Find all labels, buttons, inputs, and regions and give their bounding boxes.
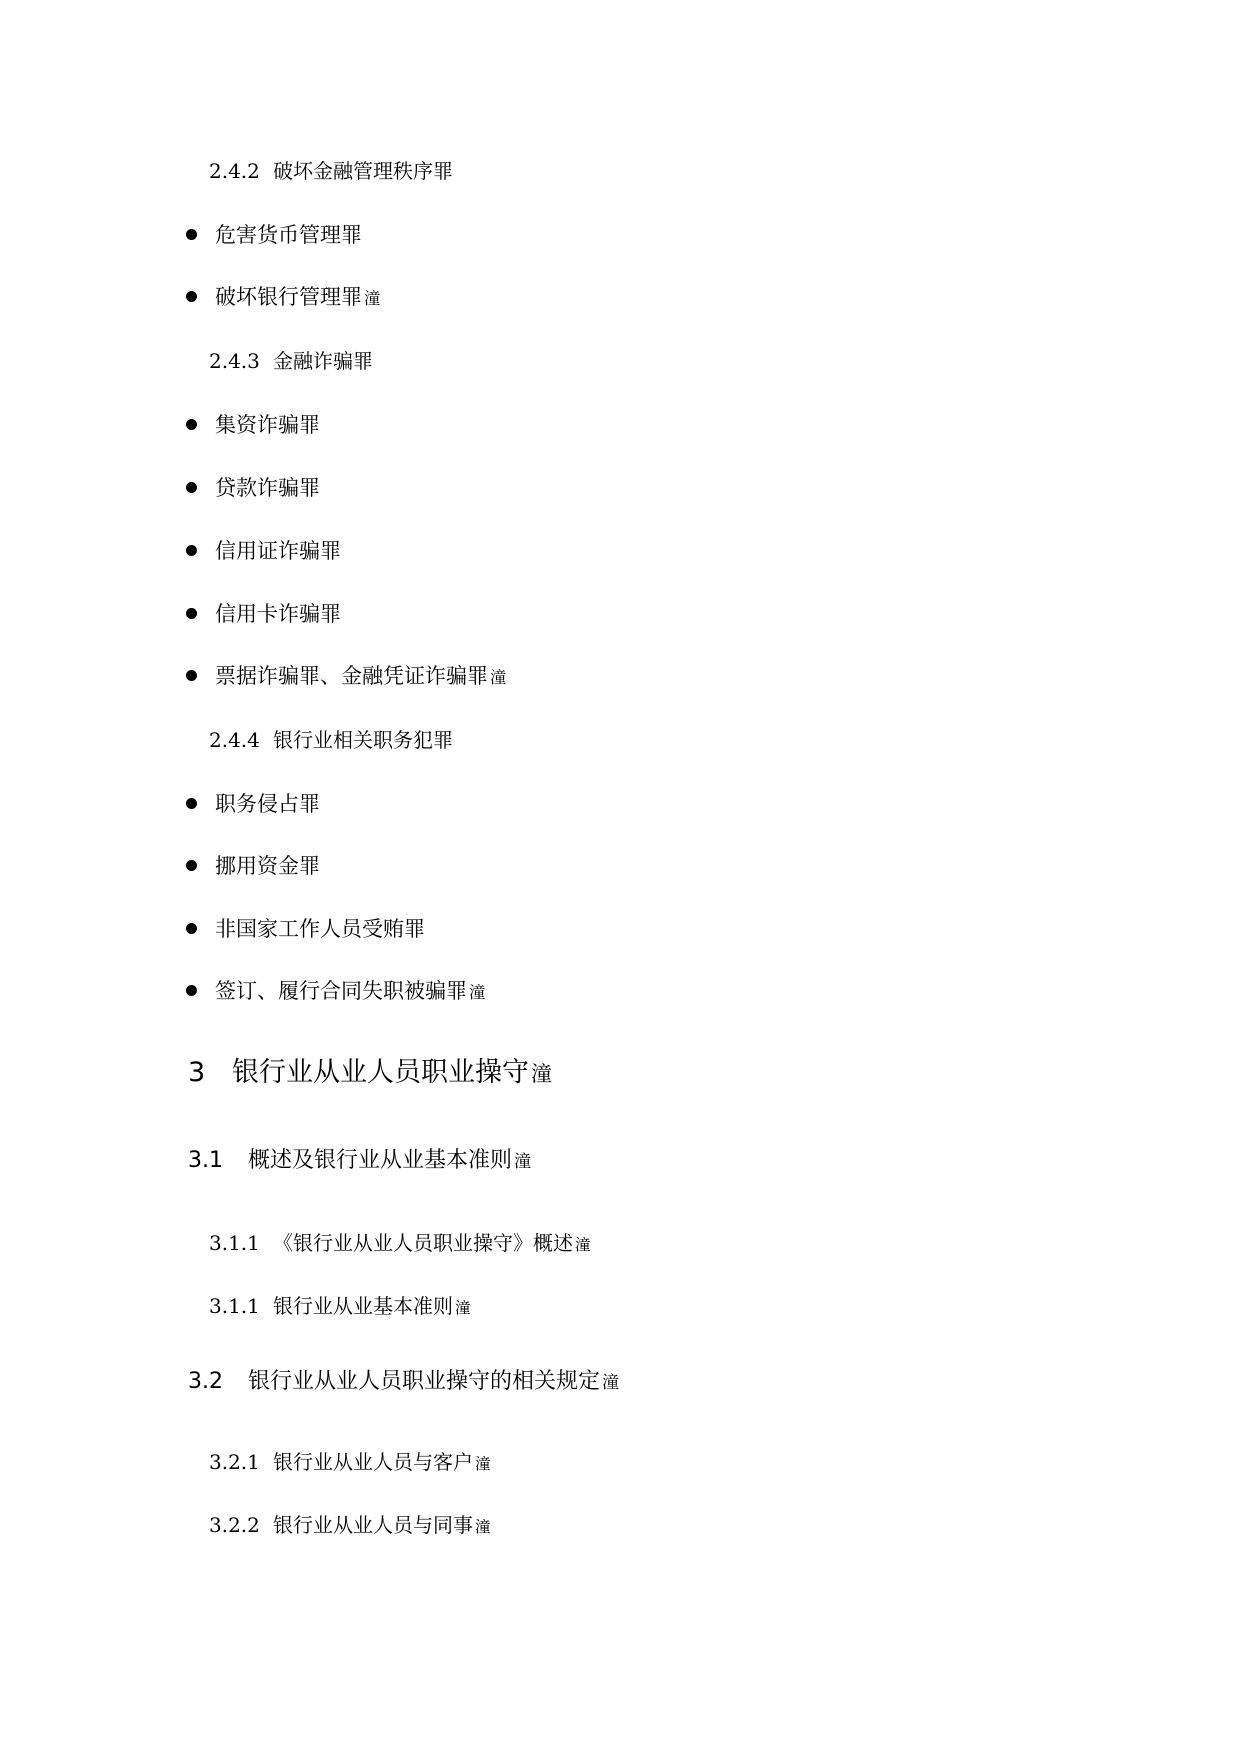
bullet-icon	[186, 985, 197, 996]
list-item-text: 职务侵占罪	[215, 792, 320, 816]
heading-3-1-1	[209, 1227, 591, 1256]
paragraph-mark: 潼	[531, 1061, 553, 1086]
bullet-icon	[186, 419, 197, 430]
section-title: 银行业从业人员与客户	[273, 1450, 473, 1474]
list-item	[186, 975, 485, 1005]
list-item	[186, 850, 320, 880]
section-title: 银行业从业人员职业操守的相关规定	[248, 1369, 601, 1394]
paragraph-mark: 潼	[602, 1373, 620, 1393]
bullet-icon	[186, 608, 197, 619]
section-number: 3.1.1	[209, 1294, 260, 1318]
section-number: 2.4.4	[209, 728, 260, 752]
heading-2-4-4	[209, 724, 453, 753]
section-title: 概述及银行业从业基本准则	[248, 1148, 513, 1173]
list-item-text: 信用卡诈骗罪	[215, 602, 341, 626]
list-item	[186, 535, 341, 565]
paragraph-mark: 潼	[575, 1236, 591, 1254]
list-item-text: 贷款诈骗罪	[215, 476, 320, 500]
section-title: 银行业相关职务犯罪	[273, 728, 453, 752]
heading-3-1-1-b	[209, 1290, 471, 1319]
section-number: 2.4.2	[209, 159, 260, 183]
paragraph-mark: 潼	[475, 1455, 491, 1473]
list-item	[186, 472, 320, 502]
paragraph-mark: 潼	[364, 289, 381, 308]
bullet-icon	[186, 229, 197, 240]
section-title: 银行业从业人员职业操守	[232, 1057, 529, 1088]
section-number: 3.2.2	[209, 1513, 260, 1537]
list-item-text: 危害货币管理罪	[215, 223, 362, 247]
heading-2-4-3	[209, 345, 373, 374]
bullet-icon	[186, 798, 197, 809]
list-item	[186, 598, 341, 628]
section-number: 3.2.1	[209, 1450, 260, 1474]
bullet-icon	[186, 291, 197, 302]
section-number: 2.4.3	[209, 349, 260, 373]
list-item-text: 非国家工作人员受贿罪	[215, 917, 425, 941]
heading-3-2-1	[209, 1446, 491, 1475]
section-number: 3.2	[188, 1369, 223, 1394]
section-number: 3.1.1	[209, 1231, 260, 1255]
list-item	[186, 281, 380, 311]
bullet-icon	[186, 545, 197, 556]
bullet-icon	[186, 482, 197, 493]
section-title: 银行业从业基本准则	[273, 1294, 453, 1318]
paragraph-mark: 潼	[469, 983, 486, 1002]
section-title: 银行业从业人员与同事	[273, 1513, 473, 1537]
section-title: 《银行业从业人员职业操守》概述	[273, 1231, 573, 1255]
list-item-text: 挪用资金罪	[215, 854, 320, 878]
list-item-text: 签订、履行合同失职被骗罪	[215, 979, 467, 1003]
list-item-text: 集资诈骗罪	[215, 413, 320, 437]
bullet-icon	[186, 670, 197, 681]
list-item	[186, 409, 320, 439]
list-item	[186, 219, 362, 249]
paragraph-mark: 潼	[455, 1299, 471, 1317]
section-title: 金融诈骗罪	[273, 349, 373, 373]
bullet-icon	[186, 860, 197, 871]
paragraph-mark: 潼	[490, 668, 507, 687]
bullet-icon	[186, 923, 197, 934]
list-item	[186, 913, 425, 943]
heading-3-1	[188, 1143, 531, 1174]
paragraph-mark: 潼	[475, 1518, 491, 1536]
list-item-text: 票据诈骗罪、金融凭证诈骗罪	[215, 664, 488, 688]
heading-3-2-2	[209, 1509, 491, 1538]
section-number: 3	[188, 1057, 206, 1088]
list-item	[186, 788, 320, 818]
section-title: 破坏金融管理秩序罪	[273, 159, 453, 183]
paragraph-mark: 潼	[514, 1152, 532, 1172]
list-item-text: 信用证诈骗罪	[215, 539, 341, 563]
section-number: 3.1	[188, 1148, 223, 1173]
list-item-text: 破坏银行管理罪	[215, 285, 362, 309]
list-item	[186, 660, 506, 690]
heading-3	[188, 1050, 552, 1089]
heading-2-4-2	[209, 155, 453, 184]
heading-3-2	[188, 1364, 619, 1395]
